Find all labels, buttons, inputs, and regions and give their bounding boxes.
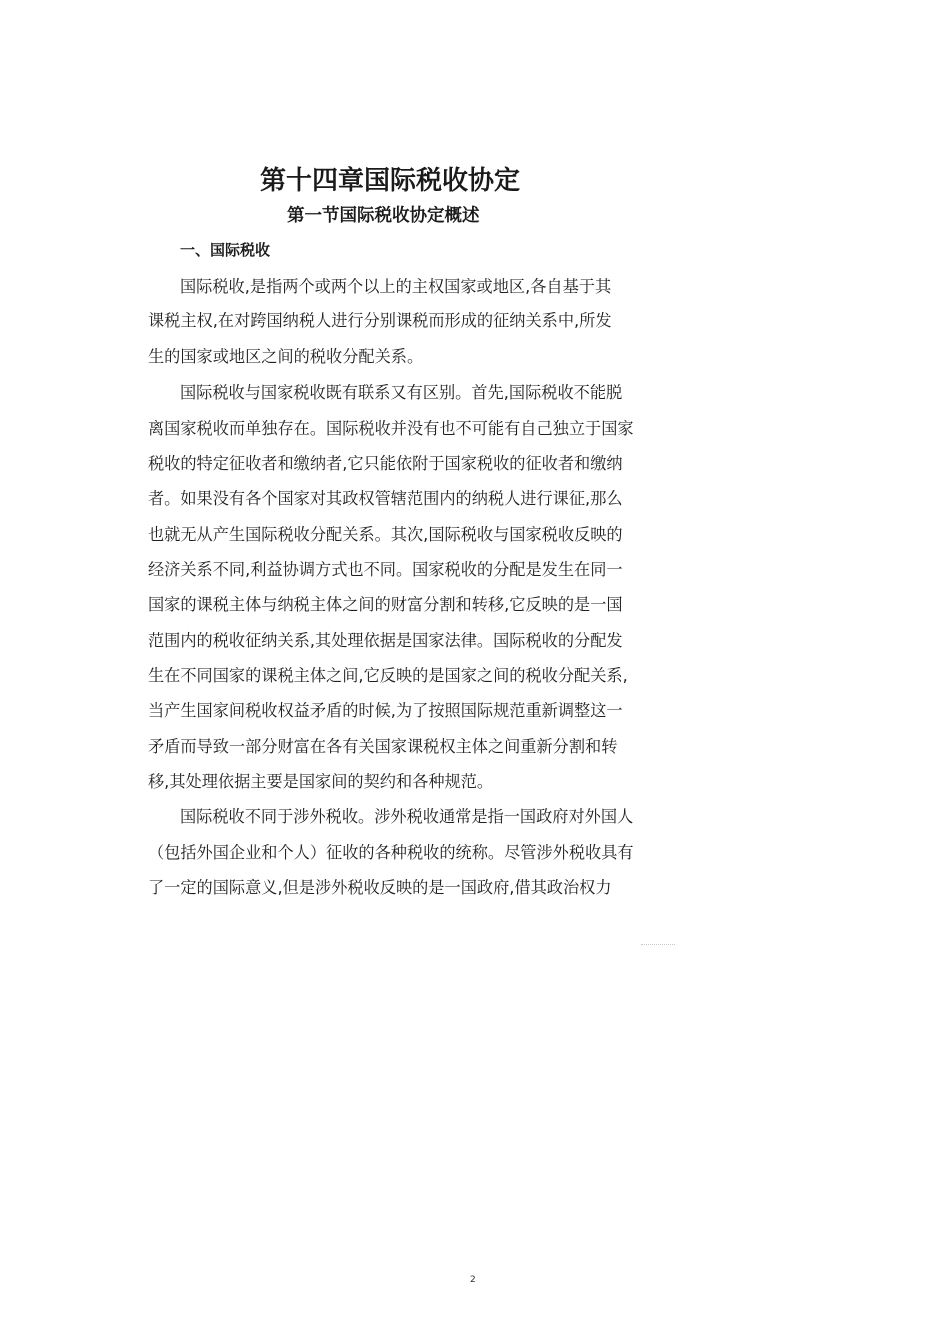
paragraph-line: 生在不同国家的课税主体之间,它反映的是国家之间的税收分配关系, (148, 666, 628, 685)
paragraph-line: （包括外国企业和个人）征收的各种税收的统称。尽管涉外税收具有 (148, 843, 634, 862)
paragraph-line: 了一定的国际意义,但是涉外税收反映的是一国政府,借其政治权力 (148, 878, 612, 897)
paragraph-line: 者。如果没有各个国家对其政权管辖范围内的纳税人进行课征,那么 (148, 489, 623, 508)
paragraph-line: 国际税收与国家税收既有联系又有区别。首先,国际税收不能脱 (180, 383, 623, 402)
paragraph-line: 离国家税收而单独存在。国际税收并没有也不可能有自己独立于国家 (148, 419, 634, 438)
paragraph-line: 国际税收,是指两个或两个以上的主权国家或地区,各自基于其 (180, 277, 612, 296)
paragraph-line: 国家的课税主体与纳税主体之间的财富分割和转移,它反映的是一国 (148, 595, 623, 614)
paragraph-line: 课税主权,在对跨国纳税人进行分别课税而形成的征纳关系中,所发 (148, 311, 612, 330)
section-title: 第一节国际税收协定概述 (287, 206, 480, 226)
paragraph-line: 国际税收不同于涉外税收。涉外税收通常是指一国政府对外国人 (180, 807, 634, 826)
page-number: 2 (470, 1275, 476, 1285)
paragraph-line: 范围内的税收征纳关系,其处理依据是国家法律。国际税收的分配发 (148, 631, 623, 650)
paragraph-line: 生的国家或地区之间的税收分配关系。 (148, 347, 424, 366)
paragraph-line: 当产生国家间税收权益矛盾的时候,为了按照国际规范重新调整这一 (148, 701, 623, 720)
paragraph-line: 矛盾而导致一部分财富在各有关国家课税权主体之间重新分割和转 (148, 737, 618, 756)
paragraph-line: 移,其处理依据主要是国家间的契约和各种规范。 (148, 772, 494, 791)
paragraph-line: 经济关系不同,利益协调方式也不同。国家税收的分配是发生在同一 (148, 560, 623, 579)
chapter-title: 第十四章国际税收协定 (260, 166, 521, 196)
footer-dotted-mark (641, 944, 675, 945)
sub-heading: 一、国际税收 (180, 241, 271, 259)
paragraph-line: 税收的特定征收者和缴纳者,它只能依附于国家税收的征收者和缴纳 (148, 454, 623, 473)
paragraph-line: 也就无从产生国际税收分配关系。其次,国际税收与国家税收反映的 (148, 525, 623, 544)
